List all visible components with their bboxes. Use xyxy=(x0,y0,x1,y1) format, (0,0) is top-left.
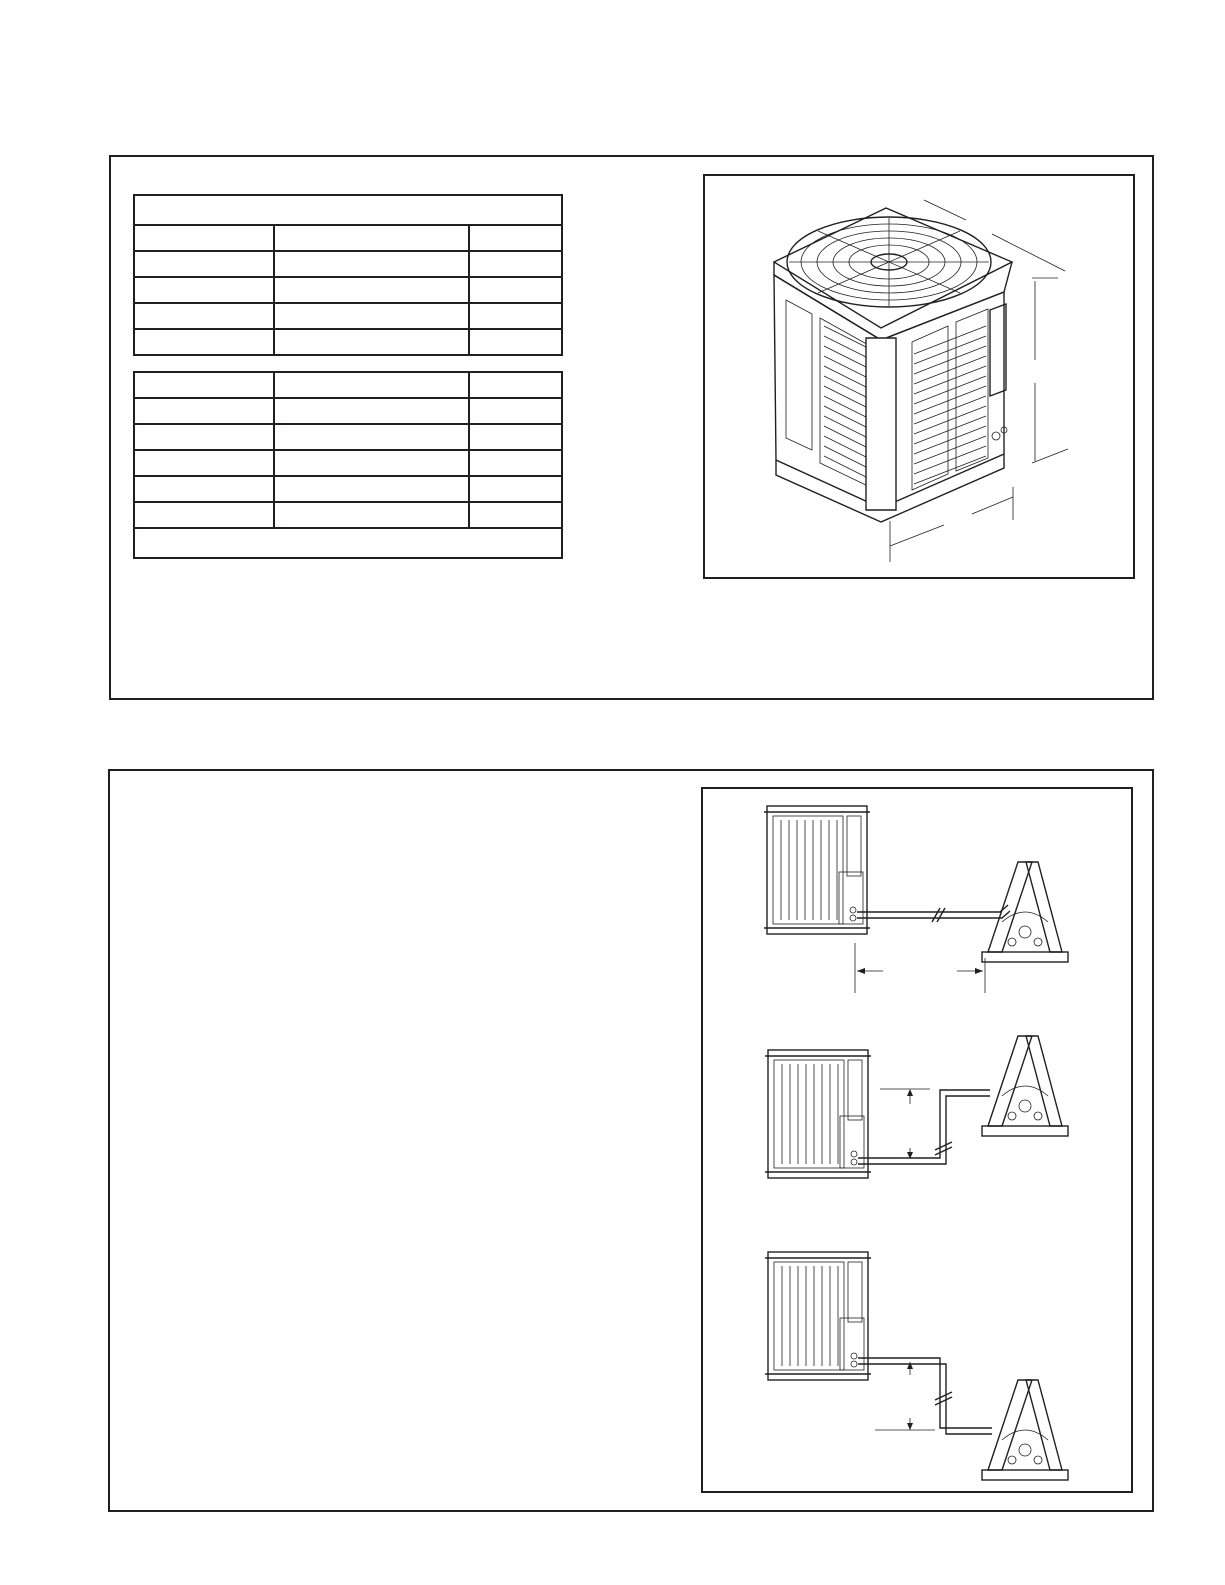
diagram-same-level xyxy=(764,806,1068,993)
diagram-indoor-above xyxy=(765,1036,1068,1178)
diagram-indoor-below xyxy=(765,1252,1068,1480)
